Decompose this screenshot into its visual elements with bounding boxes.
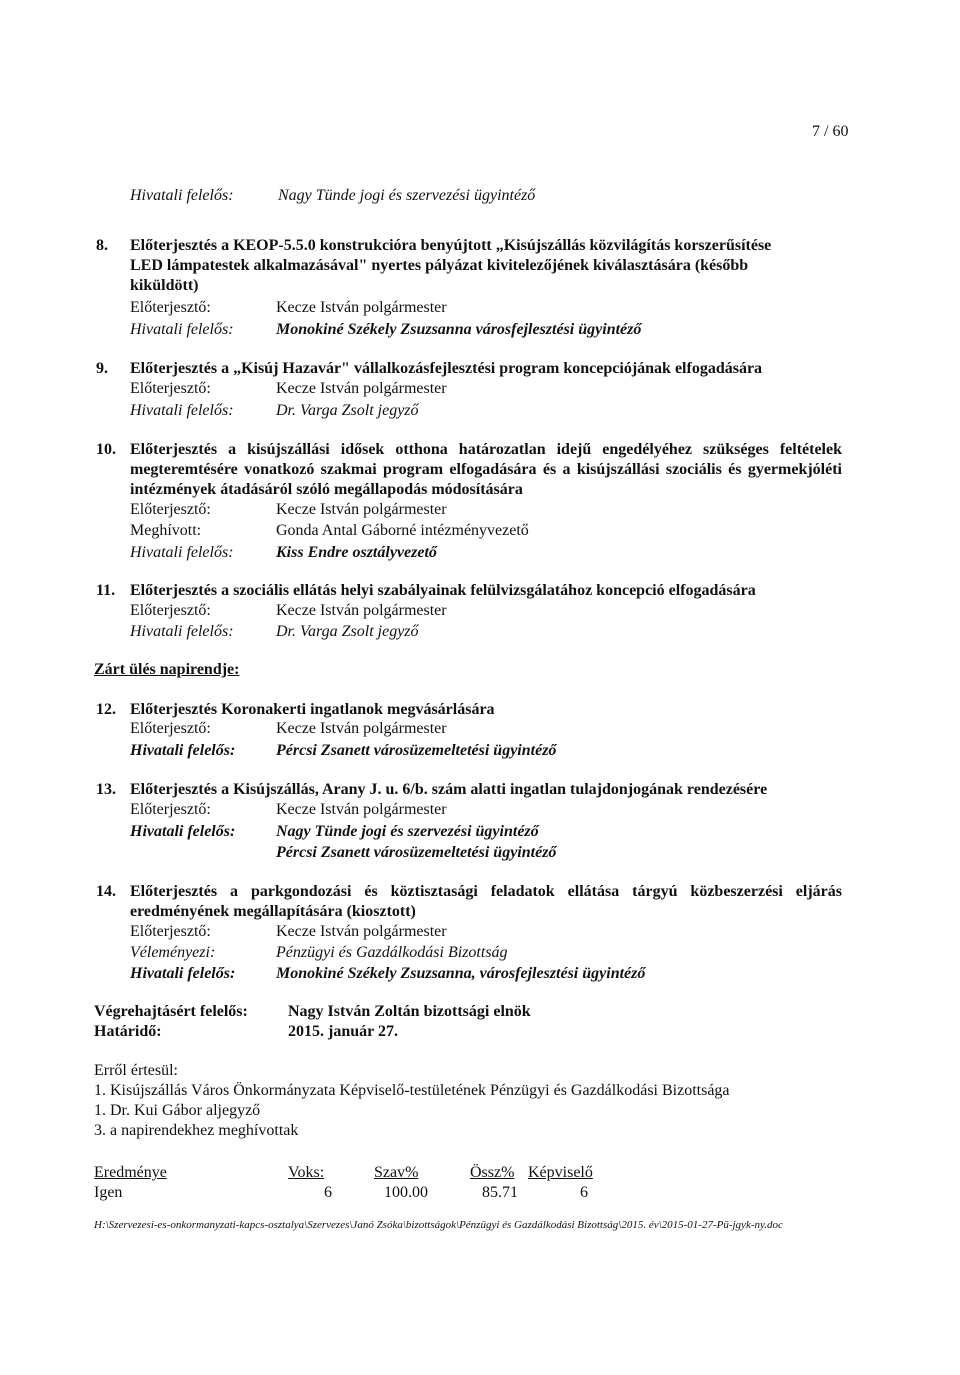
results-header-szav: Szav% <box>374 1164 419 1181</box>
felelos-label: Hivatali felelős: <box>130 742 236 759</box>
item-title: Előterjesztés Koronakerti ingatlanok megvásárlására <box>130 701 495 718</box>
eloterjeszto-value: Kecze István polgármester <box>276 380 447 397</box>
felelos-value: Monokiné Székely Zsuzsanna, városfejlesztési ügyintéző <box>276 965 646 982</box>
eloterjeszto-value: Kecze István polgármester <box>276 720 447 737</box>
item-number: 8. <box>96 237 108 254</box>
eloterjeszto-label: Előterjesztő: <box>130 923 211 940</box>
page-number: 7 / 60 <box>812 123 849 140</box>
results-cell-ossz: 85.71 <box>482 1184 518 1201</box>
felelos-label: Hivatali felelős: <box>130 321 234 338</box>
eloterjeszto-value: Kecze István polgármester <box>276 299 447 316</box>
item-title: Előterjesztés a Kisújszállás, Arany J. u. 6/b. szám alatti ingatlan tulajdonjogának rendezésére <box>130 781 768 798</box>
footer-file-path: H:\Szervezesi-es-onkormanyzati-kapcs-osztalya\Szervezes\Janó Zsóka\bizottságok\Pénzügyi és Gazdálkodási Bizottság\2015. év\2015-01-27-Pü-jgyk-ny.doc <box>94 1219 783 1231</box>
item-title-line: kiküldött) <box>130 277 199 294</box>
item-number: 12. <box>96 701 116 718</box>
notify-line: 1. Dr. Kui Gábor aljegyző <box>94 1102 261 1119</box>
eloterjeszto-label: Előterjesztő: <box>130 501 211 518</box>
velemenyezi-value: Pénzügyi és Gazdálkodási Bizottság <box>276 944 508 961</box>
eloterjeszto-value: Kecze István polgármester <box>276 602 447 619</box>
closed-session-heading: Zárt ülés napirendje: <box>94 661 240 678</box>
item-title: Előterjesztés a parkgondozási és köztisztasági feladatok ellátása tárgyú közbeszerzési eljárás eredményének megállapítására (kiosztott) <box>130 883 842 920</box>
results-header-kepviselo: Képviselő <box>528 1164 593 1181</box>
felelos-value: Kiss Endre osztályvezető <box>276 544 437 561</box>
eloterjeszto-label: Előterjesztő: <box>130 720 211 737</box>
item-title-line: LED lámpatestek alkalmazásával" nyertes pályázat kivitelezőjének kiválasztására (később <box>130 257 749 274</box>
item-title: Előterjesztés a „Kisúj Hazavár" vállalkozásfejlesztési program koncepciójának elfogadására <box>130 360 763 377</box>
results-header-eredmenye: Eredménye <box>94 1164 167 1181</box>
results-cell-result: Igen <box>94 1184 123 1201</box>
item-title: Előterjesztés a szociális ellátás helyi szabályainak felülvizsgálatához koncepció elfogadására <box>130 582 756 599</box>
eloterjeszto-label: Előterjesztő: <box>130 380 211 397</box>
results-header-voks: Voks: <box>288 1164 325 1181</box>
notify-heading: Erről értesül: <box>94 1062 178 1079</box>
meghivott-label: Meghívott: <box>130 522 202 539</box>
notify-line: 3. a napirendekhez meghívottak <box>94 1122 299 1139</box>
results-cell-szav: 100.00 <box>384 1184 428 1201</box>
top-felelos-value: Nagy Tünde jogi és szervezési ügyintéző <box>278 187 536 204</box>
felelos-label: Hivatali felelős: <box>130 623 234 640</box>
notify-line: 1. Kisújszállás Város Önkormányzata Képviselő-testületének Pénzügyi és Gazdálkodási Bizottsága <box>94 1082 730 1099</box>
item-number: 9. <box>96 360 108 377</box>
item-number: 10. <box>96 441 116 458</box>
felelos-value: Monokiné Székely Zsuzsanna városfejlesztési ügyintéző <box>276 321 642 338</box>
results-header-ossz: Össz% <box>470 1164 515 1181</box>
felelos-value: Pércsi Zsanett városüzemeltetési ügyintéző <box>276 742 557 759</box>
execution-responsible-value: Nagy István Zoltán bizottsági elnök <box>288 1003 531 1020</box>
eloterjeszto-value: Kecze István polgármester <box>276 923 447 940</box>
item-title: Előterjesztés a kisújszállási idősek otthona határozatlan idejű engedélyéhez szükséges feltételek megteremtésére vonatkozó szakmai program elfogadására és a kisújszállási szociális és gyermekjóléti intézmények átadásáról szóló megállapodás módosítására <box>130 441 842 498</box>
felelos-value-2: Pércsi Zsanett városüzemeltetési ügyintéző <box>276 844 557 861</box>
top-felelos-label: Hivatali felelős: <box>130 187 234 204</box>
eloterjeszto-label: Előterjesztő: <box>130 299 211 316</box>
eloterjeszto-label: Előterjesztő: <box>130 801 211 818</box>
results-cell-kepviselo: 6 <box>580 1184 588 1201</box>
felelos-value: Dr. Varga Zsolt jegyző <box>276 402 419 419</box>
eloterjeszto-label: Előterjesztő: <box>130 602 211 619</box>
felelos-label: Hivatali felelős: <box>130 402 234 419</box>
felelos-value: Dr. Varga Zsolt jegyző <box>276 623 419 640</box>
meghivott-value: Gonda Antal Gáborné intézményvezető <box>276 522 529 539</box>
deadline-value: 2015. január 27. <box>288 1023 398 1040</box>
felelos-label: Hivatali felelős: <box>130 965 236 982</box>
deadline-label: Határidő: <box>94 1023 162 1040</box>
item-title-line: Előterjesztés a KEOP-5.5.0 konstrukcióra benyújtott „Kisújszállás közvilágítás korszerűsítése <box>130 237 772 254</box>
execution-responsible-label: Végrehajtásért felelős: <box>94 1003 248 1020</box>
item-number: 13. <box>96 781 116 798</box>
felelos-value: Nagy Tünde jogi és szervezési ügyintéző <box>276 823 539 840</box>
item-number: 14. <box>96 883 116 900</box>
item-number: 11. <box>96 582 116 599</box>
felelos-label: Hivatali felelős: <box>130 823 236 840</box>
eloterjeszto-value: Kecze István polgármester <box>276 501 447 518</box>
eloterjeszto-value: Kecze István polgármester <box>276 801 447 818</box>
velemenyezi-label: Véleményezi: <box>130 944 216 961</box>
felelos-label: Hivatali felelős: <box>130 544 234 561</box>
results-cell-voks: 6 <box>324 1184 332 1201</box>
